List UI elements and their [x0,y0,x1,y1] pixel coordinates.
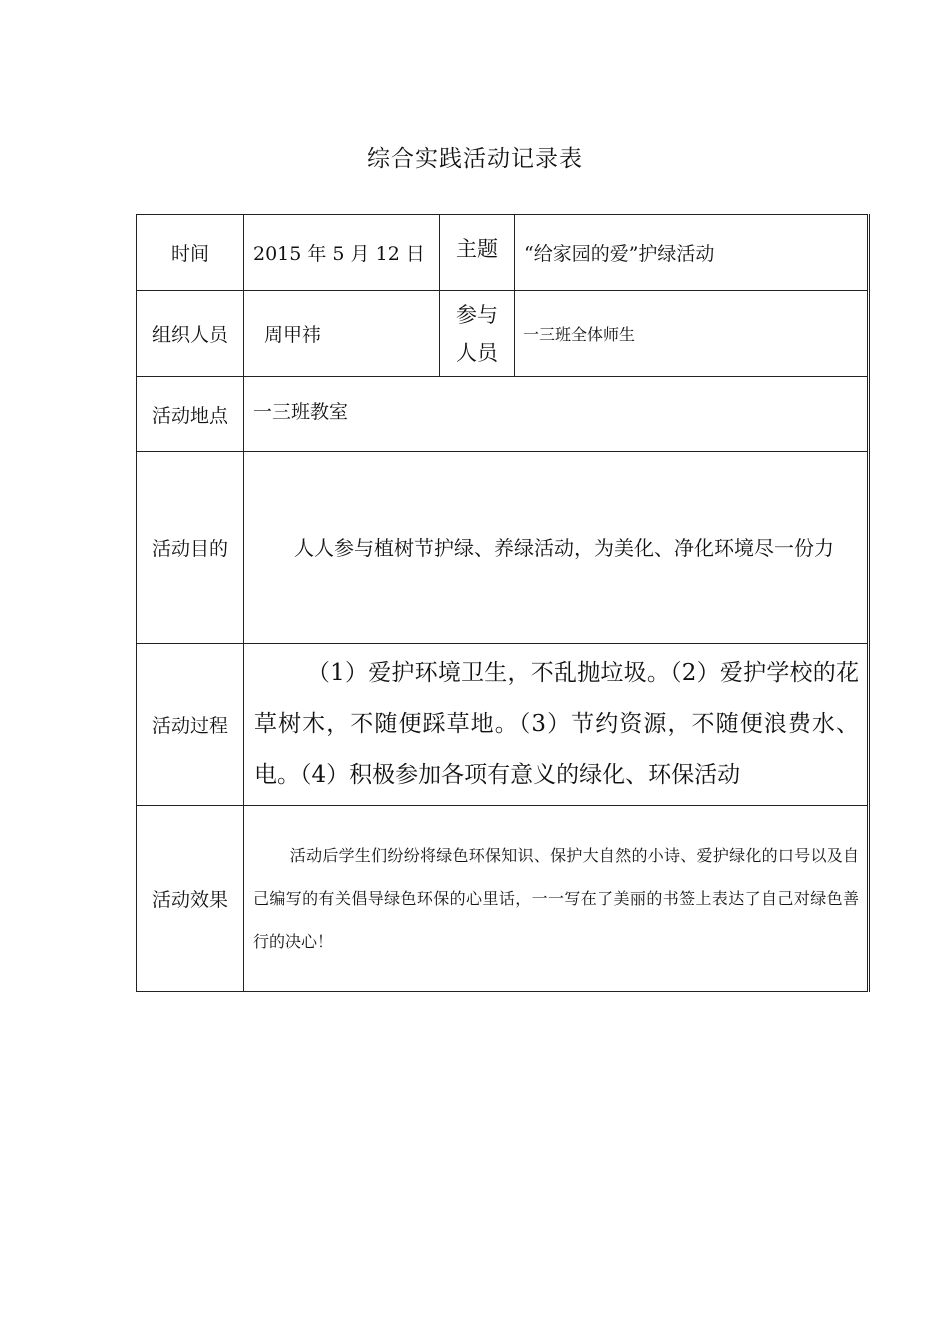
organizer-value: 周甲祎 [244,291,440,377]
location-value: 一三班教室 [244,377,869,452]
organizer-label: 组织人员 [137,291,244,377]
participants-label-line2: 人员 [456,340,498,365]
row-organizer-participants [137,291,869,377]
process-value: （1）爱护环境卫生，不乱抛垃圾。（2）爱护学校的花草树木，不随便踩草地。（3）节约资源，不随便浪费水、电。（4）积极参加各项有意义的绿化、环保活动 [244,644,869,806]
row-location [137,377,869,452]
topic-value: “给家园的爱”护绿活动 [515,215,869,291]
page-title: 综合实践活动记录表 [367,146,583,172]
process-label: 活动过程 [137,644,244,806]
row-effect [137,806,869,992]
participants-label-line1: 参与 [456,302,498,327]
row-time-topic [137,215,869,291]
purpose-label: 活动目的 [137,452,244,644]
time-value: 2015 年 5 月 12 日 [244,215,440,291]
effect-label: 活动效果 [137,806,244,992]
participants-value: 一三班全体师生 [515,291,869,377]
row-purpose [137,452,869,644]
row-process [137,644,869,806]
participants-label [440,291,515,377]
purpose-value: 人人参与植树节护绿、养绿活动，为美化、净化环境尽一份力 [244,452,869,644]
topic-label: 主题 [440,215,515,291]
effect-value: 活动后学生们纷纷将绿色环保知识、保护大自然的小诗、爱护绿化的口号以及自己编写的有关倡导绿色环保的心里话，一一写在了美丽的书签上表达了自己对绿色善行的决心！ [244,806,869,992]
time-label: 时间 [137,215,244,291]
activity-record-table [136,214,870,992]
location-label: 活动地点 [137,377,244,452]
